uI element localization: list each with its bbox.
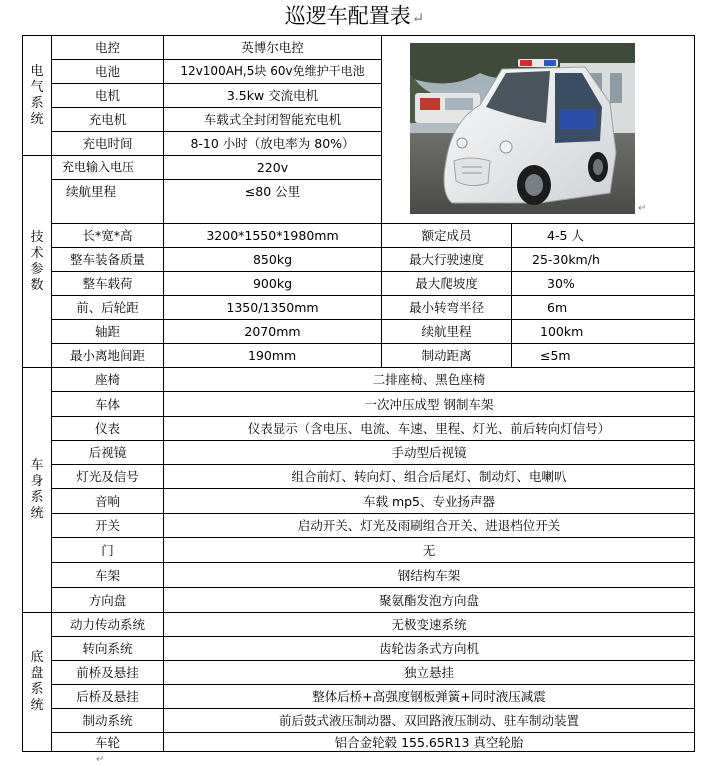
row-label: 动力传动系统 [69, 617, 145, 632]
row-value: 220v [256, 160, 289, 175]
row-label: 转向系统 [82, 641, 133, 656]
row-label: 充电机 [88, 112, 127, 127]
row-label: 最大爬坡度 [415, 276, 478, 291]
row-label: 最小转弯半径 [408, 300, 484, 315]
row-value: 整体后桥+高强度钢板弹簧+同时液压减震 [312, 689, 546, 704]
row-label: 电池 [94, 64, 120, 79]
row-label: 后桥及悬挂 [76, 689, 139, 704]
row-label: 额定成员 [421, 228, 472, 243]
row-value: 组合前灯、转向灯、组合后尾灯、制动灯、电喇叭 [291, 469, 567, 484]
row-value: 3.5kw 交流电机 [226, 88, 319, 103]
row-label: 仪表 [94, 421, 120, 436]
row-label: 车轮 [94, 734, 120, 750]
row-label: 门 [101, 542, 114, 558]
row-label: 最小离地间距 [69, 348, 145, 363]
row-label: 后视镜 [88, 445, 127, 460]
row-value: 仪表显示（含电压、电流、车速、里程、灯光、前后转向灯信号） [247, 421, 611, 436]
row-label: 音响 [94, 493, 120, 509]
row-value: ≤5m [540, 348, 571, 363]
row-value: 车载 mp5、专业扬声器 [362, 493, 496, 509]
row-value: 6m [547, 300, 568, 315]
row-value: 190mm [248, 348, 297, 363]
row-value: 30% [547, 276, 575, 291]
row-value: 前后鼓式液压制动器、双回路液压制动、驻车制动装置 [278, 713, 579, 728]
row-label: 前桥及悬挂 [76, 665, 139, 680]
row-value: 850kg [252, 252, 293, 267]
section-label-technical: 技术参数 [30, 229, 44, 293]
row-label: 座椅 [94, 372, 120, 387]
row-label: 开关 [94, 518, 120, 533]
row-value: 12v100AH,5块 60v免维护干电池 [180, 64, 365, 78]
row-label: 最大行驶速度 [408, 252, 484, 267]
row-label: 轴距 [94, 324, 120, 339]
row-value: 二排座椅、黑色座椅 [372, 372, 486, 387]
row-value: 钢结构车架 [397, 567, 461, 583]
row-label: 电机 [94, 88, 120, 103]
row-value: 4-5 人 [547, 228, 584, 243]
row-label: 充电时间 [82, 136, 133, 151]
patrol-car-photo [410, 43, 635, 214]
paragraph-mark: ↵ [638, 203, 647, 214]
row-value: 无极变速系统 [391, 617, 467, 632]
row-label: 整车载荷 [82, 276, 133, 291]
row-value: 车载式全封闭智能充电机 [203, 112, 342, 127]
row-label: 车体 [94, 396, 120, 412]
row-label: 电控 [94, 40, 120, 55]
row-value: 3200*1550*1980mm [206, 228, 339, 243]
row-value: 一次冲压成型 钢制车架 [364, 396, 494, 412]
row-value: 1350/1350mm [226, 300, 319, 315]
row-value: 900kg [252, 276, 293, 291]
row-label: 制动距离 [421, 348, 472, 363]
row-value: 无 [422, 542, 436, 558]
row-label: 续航里程 [66, 184, 117, 199]
row-label: 车架 [94, 567, 120, 583]
section-label-chassis: 底盘系统 [30, 650, 44, 713]
row-value: 手动型后视镜 [391, 445, 467, 460]
section-label-electric: 电气系统 [30, 63, 44, 127]
row-value: 齿轮齿条式方向机 [378, 641, 479, 656]
row-value: 独立悬挂 [403, 665, 454, 680]
row-value: 25-30km/h [532, 252, 600, 267]
row-label: 整车装备质量 [69, 252, 145, 267]
row-label: 方向盘 [88, 592, 127, 608]
row-label: 长*宽*高 [82, 228, 133, 243]
row-label: 前、后轮距 [76, 300, 139, 315]
row-value: 8-10 小时（放电率为 80%） [190, 136, 355, 151]
row-value: ≤80 公里 [244, 184, 301, 199]
paragraph-mark: ↵ [96, 754, 105, 765]
row-value: 100km [540, 324, 584, 339]
row-label: 充电输入电压 [62, 160, 135, 174]
row-label: 制动系统 [82, 713, 133, 728]
section-label-body: 车身系统 [30, 458, 44, 521]
row-value: 英博尔电控 [241, 40, 304, 55]
row-value: 聚氨酯发泡方向盘 [378, 592, 479, 608]
paragraph-mark: ↵ [411, 9, 425, 27]
page-title: 巡逻车配置表↵ [284, 4, 425, 28]
row-value: 2070mm [244, 324, 301, 339]
row-label: 灯光及信号 [76, 469, 139, 484]
row-value: 启动开关、灯光及雨刷组合开关、进退档位开关 [297, 518, 561, 533]
row-value: 铝合金轮毂 155.65R13 真空轮胎 [334, 734, 524, 750]
row-label: 续航里程 [421, 324, 472, 339]
